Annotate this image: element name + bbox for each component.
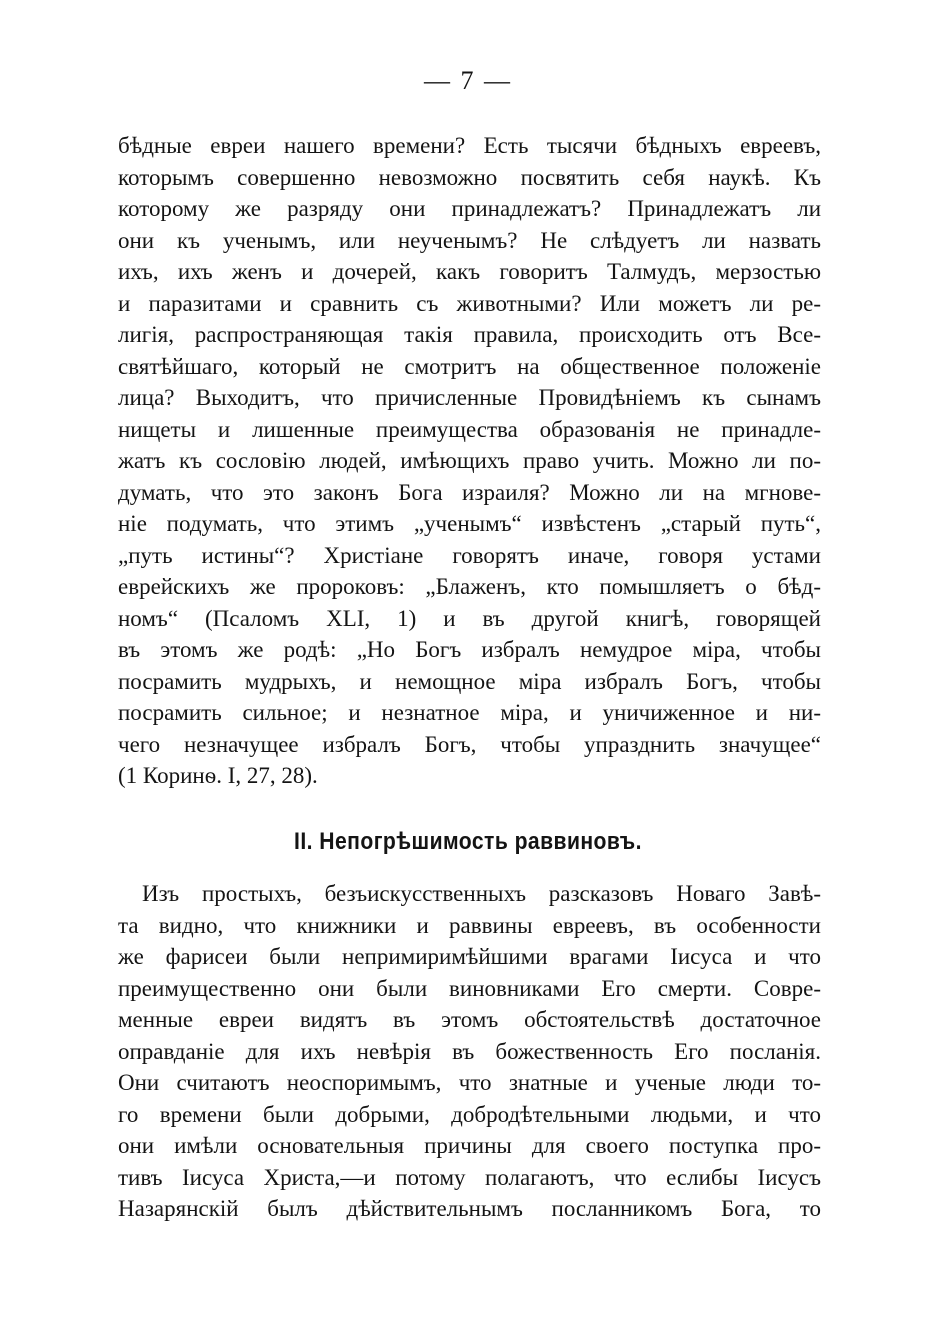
text-line: „путь истины“? Христіане говорятъ иначе, говоря устами bbox=[118, 542, 821, 568]
paragraph-2 bbox=[118, 878, 821, 1225]
paragraph-1 bbox=[118, 130, 821, 792]
text-line: которому же разряду они принадлежатъ? Принадлежатъ ли bbox=[118, 196, 821, 221]
text-line: посрамить мудрыхъ, и немощное міра избралъ Богъ, чтобы bbox=[118, 668, 821, 694]
text-line: та видно, что книжники и раввины евреевъ, въ особенности bbox=[118, 912, 821, 938]
text-line: въ этомъ же родѣ: „Но Богъ избралъ немудрое міра, чтобы bbox=[118, 637, 821, 662]
text-line: (1 Коринѳ. I, 27, 28). bbox=[118, 763, 318, 788]
text-line: жатъ къ сословію людей, имѣющихъ право учить. Можно ли по- bbox=[118, 448, 821, 473]
text-line: которымъ совершенно невозможно посвятить себя наукѣ. Къ bbox=[118, 164, 821, 190]
text-line: преимущественно они были виновниками Его смерти. Совре- bbox=[118, 975, 821, 1001]
text-line: они къ ученымъ, или неученымъ? Не слѣдуетъ ли назвать bbox=[118, 227, 821, 253]
text-line: лигія, распространяющая такія правила, происходить отъ Все- bbox=[118, 322, 821, 347]
text-line: лица? Выходитъ, что причисленные Провидѣніемъ къ сынамъ bbox=[118, 385, 821, 410]
text-line: еврейскихъ же пророковъ: „Блаженъ, кто помышляетъ о бѣд- bbox=[118, 574, 821, 599]
text-line: и паразитами и сравнить съ животными? Или можетъ ли ре- bbox=[118, 290, 821, 316]
text-line: бѣдные евреи нашего времени? Есть тысячи бѣдныхъ евреевъ, bbox=[118, 133, 821, 158]
text-line: Изъ простыхъ, безъискусственныхъ разсказовъ Новаго Завѣ- bbox=[142, 881, 821, 906]
text-line: думать, что это законъ Бога израиля? Можно ли на мгнове- bbox=[118, 479, 821, 505]
text-line: тивъ Іисуса Христа,—и потому полагаютъ, что еслибы Іисусъ bbox=[118, 1164, 821, 1190]
text-line: нищеты и лишенные преимущества образованія не принадле- bbox=[118, 416, 821, 442]
text-line: же фарисеи были непримиримѣйшими врагами Іисуса и что bbox=[118, 944, 821, 969]
text-line: ніе подумать, что этимъ „ученымъ“ извѣстенъ „старый путь“, bbox=[118, 511, 821, 536]
text-line: Они считаютъ неоспоримымъ, что знатные и ученые люди то- bbox=[118, 1070, 821, 1095]
section-heading: II. Непогрѣшимость раввиновъ. bbox=[294, 828, 642, 855]
text-line: го времени были добрыми, добродѣтельными людьми, и что bbox=[118, 1101, 821, 1127]
text-line: святѣйшаго, который не смотритъ на общественное положеніе bbox=[118, 353, 821, 379]
text-line: они имѣли основательныя причины для своего поступка про- bbox=[118, 1133, 821, 1158]
text-line: ихъ, ихъ женъ и дочерей, какъ говоритъ Талмудъ, мерзостью bbox=[118, 259, 821, 284]
text-line: менные евреи видятъ въ этомъ обстоятельствѣ достаточное bbox=[118, 1007, 821, 1032]
page-number: — 7 — bbox=[424, 66, 512, 95]
text-line: оправданіе для ихъ невѣрія въ божественность Его посланія. bbox=[118, 1038, 821, 1064]
text-line: посрамить сильное; и незнатное міра, и уничиженное и ни- bbox=[118, 700, 821, 725]
text-line: чего незначущее избралъ Богъ, чтобы упразднить значущее“ bbox=[118, 731, 821, 757]
text-line: Назарянскій былъ дѣйствительнымъ посланникомъ Бога, то bbox=[118, 1196, 821, 1221]
text-line: номъ“ (Псаломъ XLI, 1) и въ другой книгѣ, говорящей bbox=[118, 605, 821, 631]
